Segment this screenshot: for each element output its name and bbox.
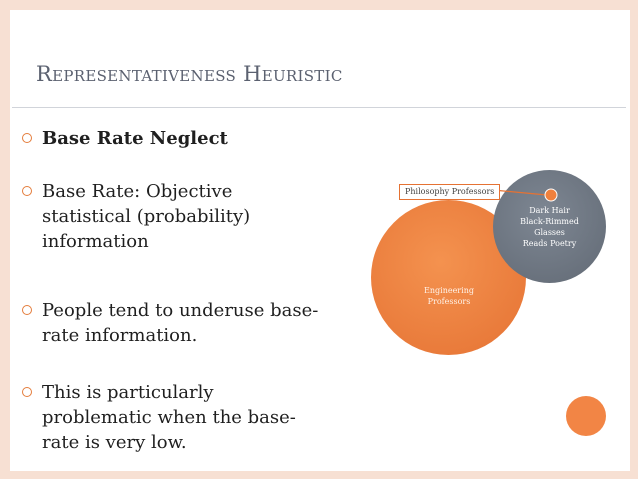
circle-label-line: Black-Rimmed [520,217,579,226]
bullet-line: rate information. [42,325,198,346]
decorative-orange-circle [566,396,606,436]
bullet-line: information [42,231,149,252]
callout-line [493,190,547,195]
bullet-line: Base Rate Neglect [42,128,228,149]
circle-label-line: Professors [427,297,471,306]
circle-label-line: Engineering [424,286,474,295]
bullet-line: statistical (probability) [42,206,251,227]
bullet-line: problematic when the base- [42,407,296,428]
bullet-line: rate is very low. [42,432,187,453]
circle-label-line: Dark Hair [529,206,570,215]
circle-label-line: Glasses [534,228,565,237]
bullet-line: People tend to underuse base- [42,300,319,321]
slide-title: Representativeness Heuristic [36,62,343,86]
bullet-line: This is particularly [42,382,214,403]
philosophy-professors-callout: Philosophy Professors [399,184,500,200]
bullet-line: Base Rate: Objective [42,181,233,202]
circle-label-line: Reads Poetry [522,239,577,248]
philosophy-professors-dot [545,189,557,201]
